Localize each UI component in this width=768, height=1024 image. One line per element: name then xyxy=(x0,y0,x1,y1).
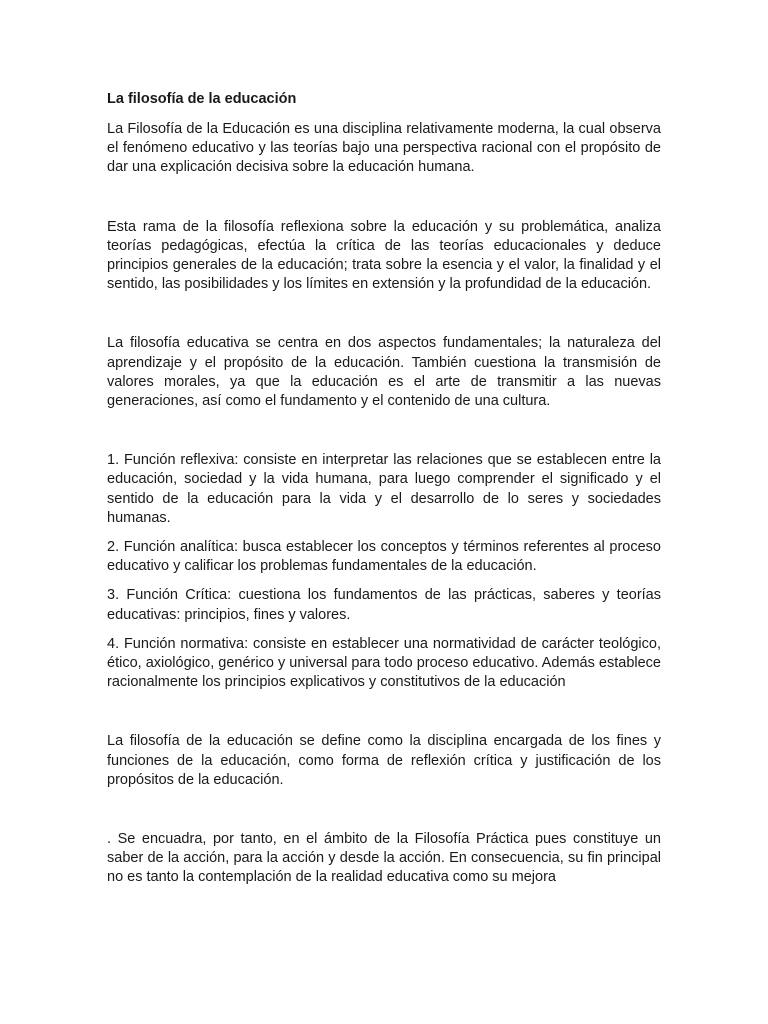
document-page xyxy=(107,90,661,888)
function-analytic: 2. Función analítica: busca establecer los conceptos y términos referentes al proceso educativo y calificar los problemas fundamentales de la educación. xyxy=(107,539,661,575)
function-normative: 4. Función normativa: consiste en establecer una normatividad de carácter teológico, ético, axiológico, genérico y universal para todo proceso educativo. Además establece racionalmente los principios explicativos y constitutivos de la educación xyxy=(107,635,661,691)
function-critical: 3. Función Crítica: cuestiona los fundamentos de las prácticas, saberes y teorías educativas: principios, fines y valores. xyxy=(107,587,661,623)
document-title: La filosofía de la educación xyxy=(107,91,297,107)
paragraph-practical: . Se encuadra, por tanto, en el ámbito de la Filosofía Práctica pues constituye un saber de la acción, para la acción y desde la acción. En consecuencia, su fin principal no es tanto la contemplación de la realidad educativa como su mejora xyxy=(107,831,661,886)
paragraph-branch: Esta rama de la filosofía reflexiona sobre la educación y su problemática, analiza teorías pedagógicas, efectúa la crítica de las teorías educacionales y deduce principios generales de la educación; trata sobre la esencia y el valor, la finalidad y el sentido, las posibilidades y los límites en extensión y la profundidad de la educación. xyxy=(107,218,661,293)
paragraph-intro: La Filosofía de la Educación es una disciplina relativamente moderna, la cual observa el fenómeno educativo y las teorías bajo una perspectiva racional con el propósito de dar una explicación decisiva sobre la educación humana. xyxy=(107,121,661,176)
function-reflexive: 1. Función reflexiva: consiste en interpretar las relaciones que se establecen entre la educación, sociedad y la vida humana, para luego comprender el significado y el sentido de la educación para la vida y el desarrollo de lo seres y sociedades humanas. xyxy=(107,452,661,526)
paragraph-aspects: La filosofía educativa se centra en dos aspectos fundamentales; la naturaleza del aprendizaje y el propósito de la educación. También cuestiona la transmisión de valores morales, ya que la educación es el arte de transmitir a las nuevas generaciones, así como el fundamento y el contenido de una cultura. xyxy=(107,335,661,410)
paragraph-definition: La filosofía de la educación se define como la disciplina encargada de los fines y funciones de la educación, como forma de reflexión crítica y justificación de los propósitos de la educación. xyxy=(107,733,661,788)
